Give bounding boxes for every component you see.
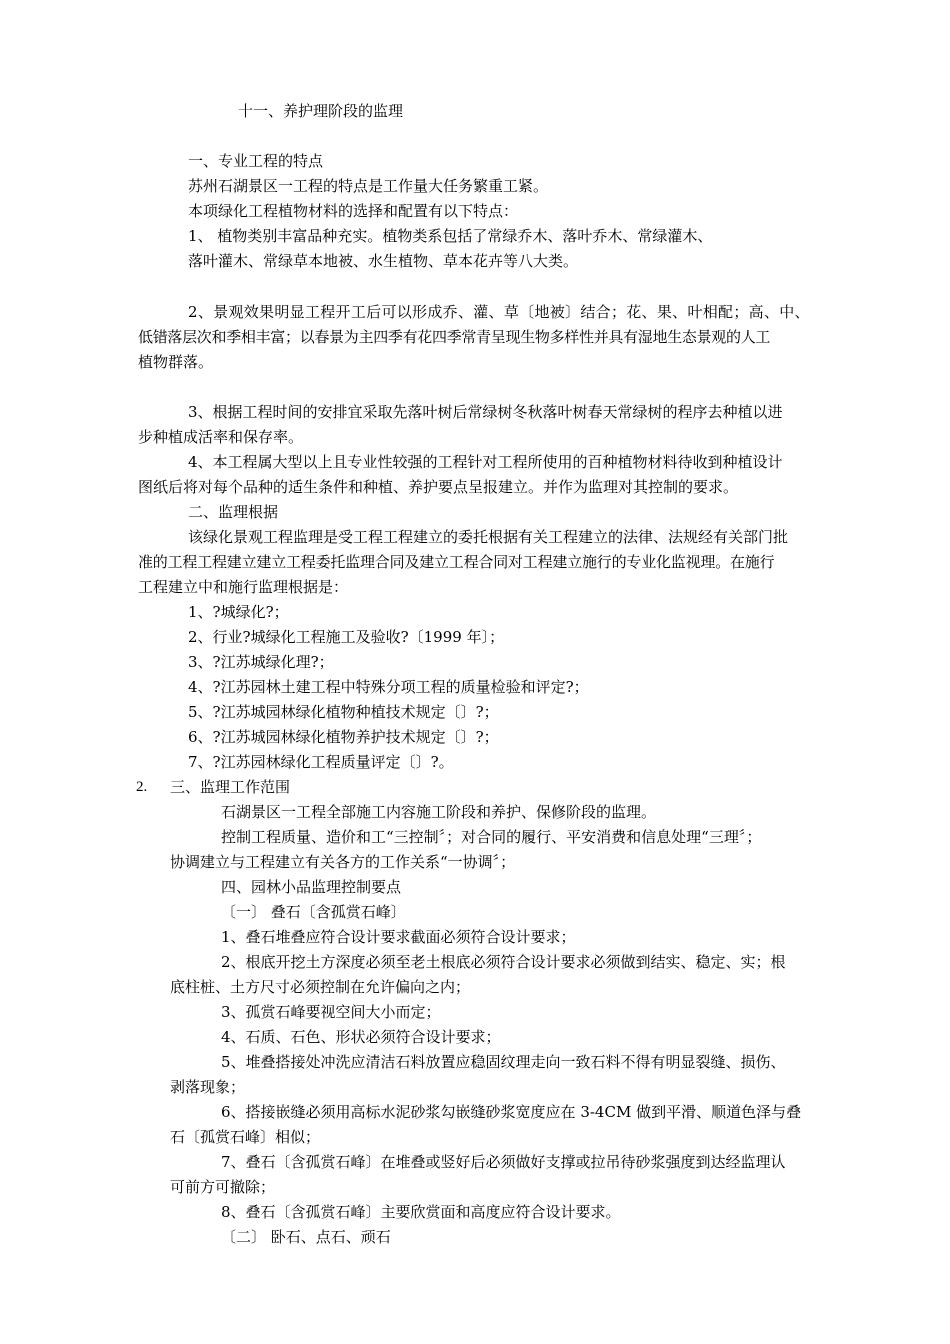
text-line: 落叶灌木、常绿草本地被、水生植物、草本花卉等八大类。 (188, 252, 579, 270)
text-line: 6、搭接嵌缝必须用高标水泥砂浆勾嵌缝砂浆宽度应在 3-4CM 做到平滑、顺道色泽与叠 (221, 1103, 802, 1121)
text-line: 可前方可撤除； (170, 1178, 276, 1196)
text-line: 协调建立与工程建立有关各方的工作关系“一协调〞； (170, 853, 516, 871)
heading: 四、园林小品监理控制要点 (221, 878, 402, 896)
text-line: 该绿化景观工程监理是受工程工程建立的委托根据有关工程建立的法律、法规经有关部门批 (188, 528, 789, 546)
text-line: 底柱桩、土方尺寸必须控制在允许偏向之内； (170, 978, 471, 996)
text-line: 步种植成活率和保存率。 (138, 428, 304, 446)
list-item: 3、?江苏城绿化理?； (188, 653, 334, 671)
list-item: 1、?城绿化?； (188, 603, 289, 621)
heading: 三、监理工作范围 (170, 778, 291, 796)
section-title: 十一、养护理阶段的监理 (238, 102, 404, 120)
text-line: 2、景观效果明显工程开工后可以形成乔、灌、草〔地被〕结合；花、果、叶相配；高、中、 (188, 303, 810, 321)
list-item: 2、行业?城绿化工程施工及验收?〔1999 年〕； (188, 628, 505, 646)
text-line: 本项绿化工程植物材料的选择和配置有以下特点： (188, 202, 519, 220)
list-item: 4、?江苏园林土建工程中特殊分项工程的质量检验和评定?； (188, 678, 589, 696)
list-item: 7、?江苏园林绿化工程质量评定〔〕?。 (188, 753, 454, 771)
text-line: 控制工程质量、造价和工“三控制〞；对合同的履行、平安消费和信息处理“三理〞； (221, 828, 762, 846)
text-line: 低错落层次和季相丰富；以春景为主四季有花四季常青呈现生物多样性并具有湿地生态景观的人工 (138, 328, 771, 346)
text-line: 4、本工程属大型以上且专业性较强的工程针对工程所使用的百种植物材料待收到种植设计 (188, 453, 783, 471)
text-line: 2、根底开挖土方深度必须至老土根底必须符合设计要求必须做到结实、稳定、实；根 (221, 953, 786, 971)
subheading: 〔一〕 叠石〔含孤赏石峰〕 (221, 903, 406, 921)
text-line: 植物群落。 (138, 353, 214, 371)
text-line: 7、叠石〔含孤赏石峰〕在堆叠或竖好后必须做好支撑或拉吊待砂浆强度到达经监理认 (221, 1153, 786, 1171)
list-item: 6、?江苏城园林绿化植物养护技术规定〔〕?； (188, 728, 499, 746)
text-line: 工程建立中和施行监理根据是： (138, 578, 349, 596)
text-line: 石〔孤赏石峰〕相似； (170, 1128, 321, 1146)
heading: 一、专业工程的特点 (188, 152, 324, 170)
text-line: 1、 植物类别丰富品种充实。植物类系包括了常绿乔木、落叶乔木、常绿灌木、 (188, 227, 713, 245)
text-line: 5、堆叠搭接处冲洗应清洁石料放置应稳固纹理走向一致石料不得有明显裂缝、损伤、 (221, 1053, 786, 1071)
text-line: 苏州石湖景区一工程的特点是工作量大任务繁重工紧。 (188, 177, 549, 195)
text-line: 8、叠石〔含孤赏石峰〕主要欣赏面和高度应符合设计要求。 (221, 1203, 621, 1221)
heading: 二、监理根据 (188, 503, 279, 521)
text-line: 3、孤赏石峰要视空间大小而定； (221, 1003, 441, 1021)
text-line: 石湖景区一工程全部施工内容施工阶段和养护、保修阶段的监理。 (221, 803, 657, 821)
list-item: 5、?江苏城园林绿化植物种植技术规定〔〕?； (188, 703, 499, 721)
text-line: 4、石质、石色、形状必须符合设计要求； (221, 1028, 501, 1046)
text-line: 准的工程工程建立建立工程委托监理合同及建立工程合同对工程建立施行的专业化监视理。在施行 (138, 553, 775, 571)
text-line: 剥落现象； (170, 1078, 246, 1096)
text-line: 3、根据工程时间的安排宜采取先落叶树后常绿树冬秋落叶树春天常绿树的程序去种植以进 (188, 403, 783, 421)
text-line: 图纸后将对每个品种的适生条件和种植、养护要点呈报建立。并作为监理对其控制的要求。 (138, 478, 739, 496)
list-marker: 2. (136, 779, 148, 795)
text-line: 1、叠石堆叠应符合设计要求截面必须符合设计要求； (221, 928, 576, 946)
subheading: 〔二〕 卧石、点石、顽石 (221, 1228, 391, 1246)
